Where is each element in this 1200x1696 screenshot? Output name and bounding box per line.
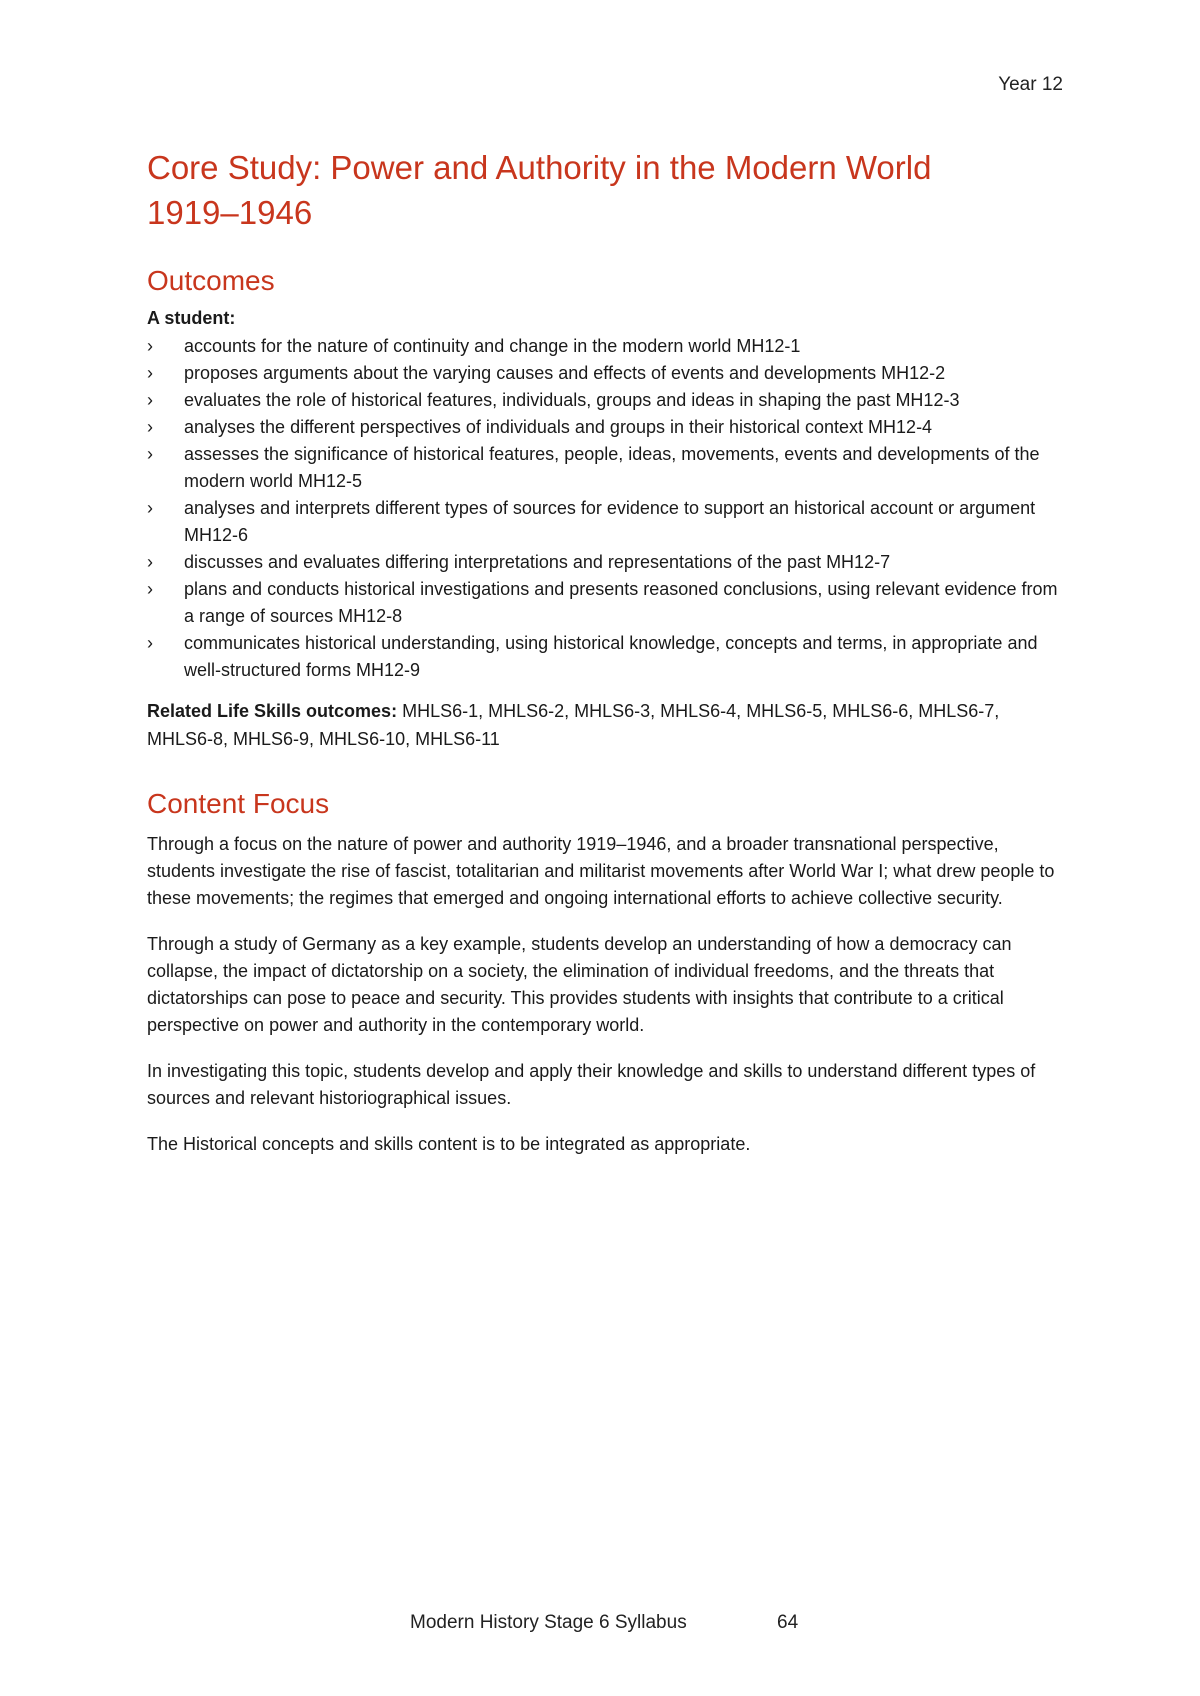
- outcome-item: [147, 333, 1067, 360]
- outcome-text: evaluates the role of historical features, individuals, groups and ideas in shaping the past MH12-3: [184, 390, 960, 410]
- content-focus-paragraph: Through a study of Germany as a key example, students develop an understanding of how a democracy can collapse, the impact of dictatorship on a society, the elimination of individual freedoms, and the threats that dictatorships can pose to peace and security. This provides students with insights that contribute to a critical perspective on power and authority in the contemporary world.: [147, 934, 1012, 1035]
- chevron-bullet-icon: ›: [147, 498, 153, 518]
- page-title-line-2: 1919–1946: [147, 194, 313, 231]
- student-label: A student:: [147, 308, 236, 328]
- outcome-text: proposes arguments about the varying causes and effects of events and developments MH12-2: [184, 363, 946, 383]
- outcome-text: analyses and interprets different types of sources for evidence to support an historical account or argument MH12-6: [184, 498, 1036, 545]
- chevron-bullet-icon: ›: [147, 417, 153, 437]
- outcome-item: [147, 360, 1067, 387]
- footer-document-title: Modern History Stage 6 Syllabus: [410, 1612, 687, 1633]
- outcome-item: [147, 549, 1067, 576]
- outcome-text: accounts for the nature of continuity and change in the modern world MH12-1: [184, 336, 801, 356]
- chevron-bullet-icon: ›: [147, 336, 153, 356]
- chevron-bullet-icon: ›: [147, 363, 153, 383]
- related-life-skills-codes: MHLS6-1, MHLS6-2, MHLS6-3, MHLS6-4, MHLS6-5, MHLS6-6, MHLS6-7, MHLS6-8, MHLS6-9, MHLS6-10, MHLS6-11: [147, 701, 1000, 749]
- content-focus-paragraph: The Historical concepts and skills content is to be integrated as appropriate.: [147, 1134, 751, 1154]
- outcome-text: discusses and evaluates differing interpretations and representations of the past MH12-7: [184, 552, 891, 572]
- document-body: [147, 145, 1067, 1158]
- header-year-label: Year 12: [998, 74, 1063, 95]
- content-focus-paragraph: Through a focus on the nature of power and authority 1919–1946, and a broader transnational perspective, students investigate the rise of fascist, totalitarian and militarist movements after World War I; what drew people to these movements; the regimes that emerged and ongoing international efforts to achieve collective security.: [147, 834, 1055, 908]
- outcome-item: [147, 414, 1067, 441]
- chevron-bullet-icon: ›: [147, 444, 153, 464]
- related-life-skills-label: Related Life Skills outcomes:: [147, 701, 398, 721]
- outcome-text: communicates historical understanding, using historical knowledge, concepts and terms, in appropriate and well-structured forms MH12-9: [184, 633, 1038, 680]
- footer-page-number: 64: [777, 1612, 799, 1633]
- chevron-bullet-icon: ›: [147, 579, 153, 599]
- page-title-line-1: Core Study: Power and Authority in the Modern World: [147, 149, 932, 186]
- chevron-bullet-icon: ›: [147, 633, 153, 653]
- outcome-item: [147, 576, 1067, 630]
- outcome-text: assesses the significance of historical features, people, ideas, movements, events and developments of the modern world MH12-5: [184, 444, 1040, 491]
- outcome-item: [147, 387, 1067, 414]
- outcomes-list: [147, 333, 1067, 684]
- chevron-bullet-icon: ›: [147, 390, 153, 410]
- page-title: [147, 145, 1067, 235]
- outcome-item: [147, 441, 1067, 495]
- related-life-skills: [147, 697, 1067, 753]
- outcome-text: plans and conducts historical investigations and presents reasoned conclusions, using relevant evidence from a range of sources MH12-8: [184, 579, 1058, 626]
- content-focus-paragraph: In investigating this topic, students develop and apply their knowledge and skills to understand different types of sources and relevant historiographical issues.: [147, 1061, 1036, 1108]
- content-focus-heading: Content Focus: [147, 788, 330, 819]
- outcome-text: analyses the different perspectives of individuals and groups in their historical context MH12-4: [184, 417, 933, 437]
- outcomes-heading: Outcomes: [147, 265, 275, 296]
- outcome-item: [147, 630, 1067, 684]
- chevron-bullet-icon: ›: [147, 552, 153, 572]
- outcome-item: [147, 495, 1067, 549]
